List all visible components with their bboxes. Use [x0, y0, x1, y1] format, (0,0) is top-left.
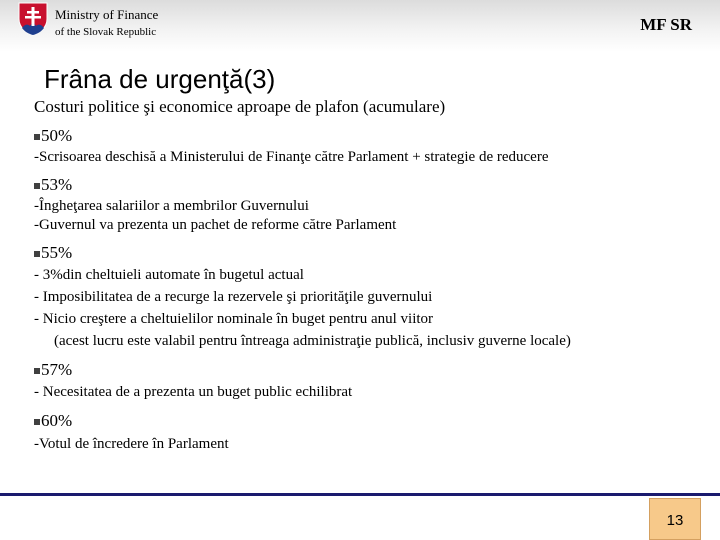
list-item: - Imposibilitatea de a recurge la rezervele şi priorităţile guvernului: [34, 289, 433, 305]
threshold-label: 60%: [41, 411, 73, 430]
footer-divider: [0, 493, 720, 496]
list-item: -Votul de încredere în Parlament: [34, 436, 229, 452]
list-item: -Guvernul va prezenta un pachet de reforme către Parlament: [34, 217, 397, 233]
list-item: - Necesitatea de a prezenta un buget public echilibrat: [34, 384, 353, 400]
threshold-60: [34, 411, 72, 431]
slide-title: Frâna de urgenţă(3): [44, 64, 276, 94]
threshold-57: [34, 360, 72, 380]
threshold-53: [34, 175, 72, 195]
ministry-name: Ministry of Finance: [55, 7, 159, 22]
slide-subtitle: Costuri politice şi economice aproape de plafon (acumulare): [34, 97, 446, 116]
page-number: 13: [666, 512, 684, 529]
threshold-55: [34, 243, 72, 263]
bullet-square-icon: [34, 368, 40, 374]
bullet-square-icon: [34, 183, 40, 189]
threshold-50: [34, 126, 72, 146]
republic-name: of the Slovak Republic: [55, 26, 157, 38]
list-item: - Nicio creştere a cheltuielilor nominale în buget pentru anul viitor: [34, 311, 434, 327]
list-item: - 3%din cheltuieli automate în bugetul actual: [34, 267, 304, 283]
page-number-box: [649, 498, 701, 540]
bullet-square-icon: [34, 251, 40, 257]
slovak-crest-icon: [18, 2, 48, 36]
header-bar: [0, 0, 720, 52]
threshold-label: 50%: [41, 126, 73, 145]
threshold-label: 57%: [41, 360, 73, 379]
bullet-square-icon: [34, 419, 40, 425]
list-item: -Scrisoarea deschisă a Ministerului de Finanţe către Parlament + strategie de reducere: [34, 149, 549, 165]
threshold-label: 53%: [41, 175, 73, 194]
list-item: -Îngheţarea salariilor a membrilor Guvernului: [34, 198, 309, 214]
list-item: (acest lucru este valabil pentru întreaga administraţie publică, inclusiv guverne locale): [54, 333, 571, 349]
threshold-label: 55%: [41, 243, 73, 262]
bullet-square-icon: [34, 134, 40, 140]
ministry-abbreviation: MF SR: [640, 15, 692, 34]
